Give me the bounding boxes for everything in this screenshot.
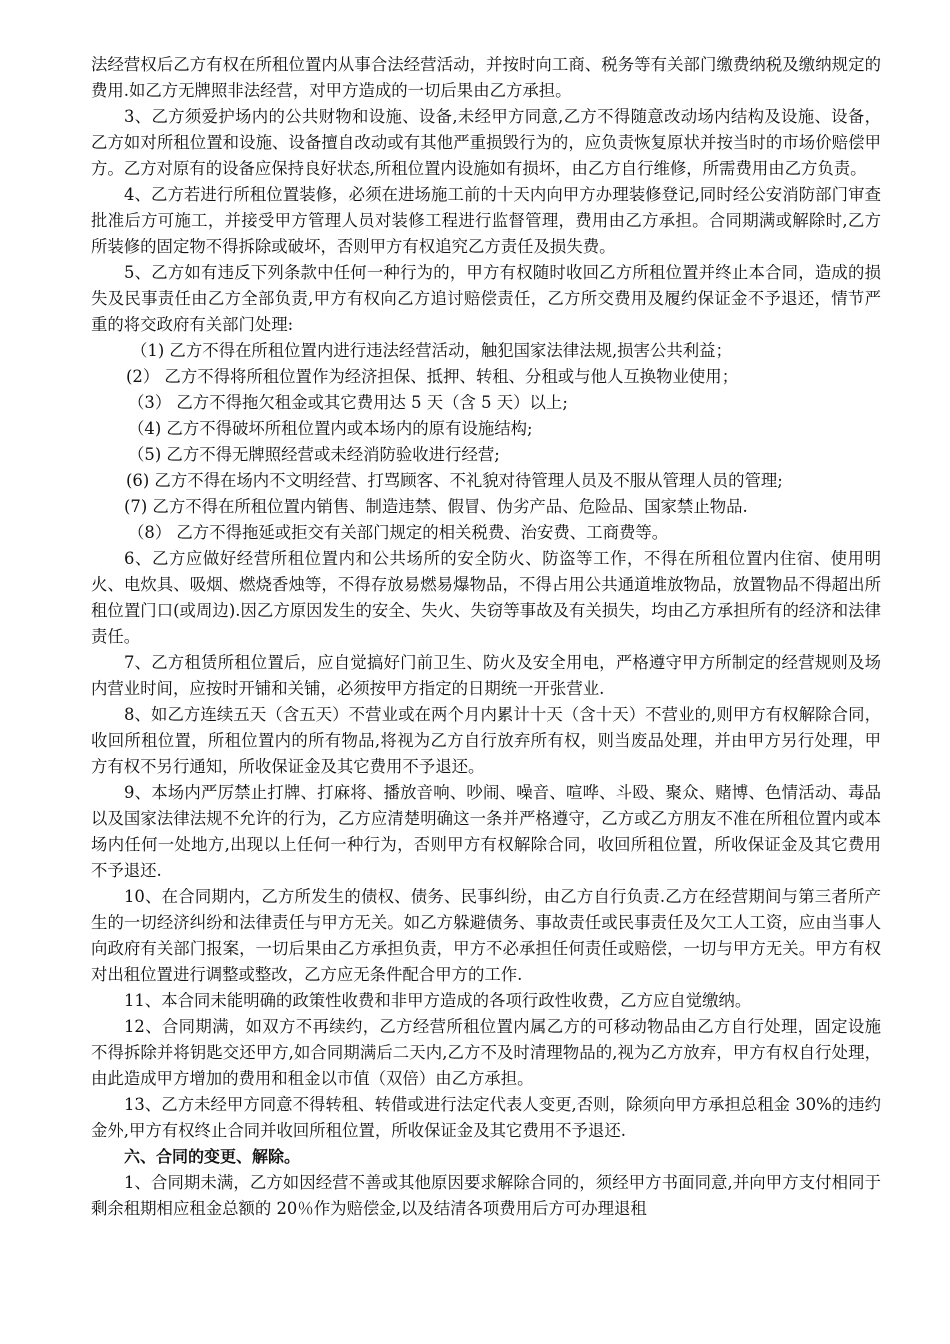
clause-12: 12、合同期满，如双方不再续约，乙方经营所租位置内属乙方的可移动物品由乙方自行处理，固定设施不得拆除并将钥匙交还甲方,如合同期满后二天内,乙方不及时清理物品的,视为乙方放弃，甲方有权自行处理，由此造成甲方增加的费用和租金以市值（双倍）由乙方承担。 <box>91 1017 881 1088</box>
clause-4: 4、乙方若进行所租位置装修，必须在进场施工前的十天内向甲方办理装修登记,同时经公安消防部门审查批准后方可施工，并接受甲方管理人员对装修工程进行监督管理，费用由乙方承担。合同期满或解除时,乙方所装修的固定物不得拆除或破坏，否则甲方有权追究乙方责任及损失费。 <box>91 185 881 256</box>
sub-item-6: (6) 乙方不得在场内不文明经营、打骂顾客、不礼貌对待管理人员及不服从管理人员的管理; <box>126 471 783 490</box>
clause-5: 5、乙方如有违反下列条款中任何一种行为的，甲方有权随时收回乙方所租位置并终止本合同，造成的损失及民事责任由乙方全部负责,甲方有权向乙方追讨赔偿责任，乙方所交费用及履约保证金不予退还，情节严重的将交政府有关部门处理: <box>91 263 881 334</box>
sub-item-2: (2） 乙方不得将所租位置作为经济担保、抵押、转租、分租或与他人互换物业使用； <box>126 367 739 386</box>
document-body <box>91 52 881 1222</box>
sub-item-5: （5) 乙方不得无牌照经营或未经消防验收进行经营; <box>128 445 500 464</box>
paragraph: 法经营权后乙方有权在所租位置内从事合法经营活动，并按时向工商、税务等有关部门缴费纳税及缴纳规定的费用.如乙方无牌照非法经营，对甲方造成的一切后果由乙方承担。 <box>91 55 881 100</box>
sub-item-3: （3） 乙方不得拖欠租金或其它费用达 5 天（含 5 天）以上; <box>128 393 568 412</box>
sub-item-1: （1) 乙方不得在所租位置内进行违法经营活动，触犯国家法律法规,损害公共利益； <box>131 341 732 360</box>
clause-10: 10、在合同期内，乙方所发生的债权、债务、民事纠纷，由乙方自行负责.乙方在经营期间与第三者所产生的一切经济纠纷和法律责任与甲方无关。如乙方躲避债务、事故责任或民事责任及欠工人工资，应由当事人向政府有关部门报案，一切后果由乙方承担负责，甲方不必承担任何责任或赔偿，一切与甲方无关。甲方有权对出租位置进行调整或整改，乙方应无条件配合甲方的工作. <box>91 887 881 984</box>
clause-13: 13、乙方未经甲方同意不得转租、转借或进行法定代表人变更,否则，除须向甲方承担总租金 30%的违约金外,甲方有权终止合同并收回所租位置，所收保证金及其它费用不予退还. <box>91 1095 881 1140</box>
section-6-clause-1: 1、合同期未满，乙方如因经营不善或其他原因要求解除合同的，须经甲方书面同意,并向甲方支付相同于剩余租期相应租金总额的 20％作为赔偿金,以及结清各项费用后方可办理退租 <box>91 1173 881 1218</box>
section-heading: 六、合同的变更、解除。 <box>124 1147 301 1166</box>
clause-7: 7、乙方租赁所租位置后，应自觉搞好门前卫生、防火及安全用电，严格遵守甲方所制定的经营规则及场内营业时间，应按时开铺和关铺，必须按甲方指定的日期统一开张营业. <box>91 653 881 698</box>
clause-6: 6、乙方应做好经营所租位置内和公共场所的安全防火、防盗等工作，不得在所租位置内住宿、使用明火、电炊具、吸烟、燃烧香烛等，不得存放易燃易爆物品，不得占用公共通道堆放物品，放置物品不得超出所租位置门口(或周边).因乙方原因发生的安全、失火、失窃等事故及有关损失，均由乙方承担所有的经济和法律责任。 <box>91 549 881 646</box>
clause-8: 8、如乙方连续五天（含五天）不营业或在两个月内累计十天（含十天）不营业的,则甲方有权解除合同，收回所租位置，所租位置内的所有物品,将视为乙方自行放弃所有权，则当废品处理，并由甲方另行处理，甲方有权不另行通知，所收保证金及其它费用不予退还。 <box>91 705 881 776</box>
clause-11: 11、本合同未能明确的政策性收费和非甲方造成的各项行政性收费，乙方应自觉缴纳。 <box>124 991 752 1010</box>
sub-item-8: （8） 乙方不得拖延或拒交有关部门规定的相关税费、治安费、工商费等。 <box>128 523 669 542</box>
clause-3: 3、乙方须爱护场内的公共财物和设施、设备,未经甲方同意,乙方不得随意改动场内结构及设施、设备，乙方如对所租位置和设施、设备擅自改动或有其他严重损毁行为的，应负责恢复原状并按当时的市场价赔偿甲方。乙方对原有的设备应保持良好状态,所租位置内设施如有损坏，由乙方自行维修，所需费用由乙方负责。 <box>91 107 881 178</box>
clause-9: 9、本场内严厉禁止打牌、打麻将、播放音响、吵闹、噪音、喧哗、斗殴、聚众、赌博、色情活动、毒品以及国家法律法规不允许的行为，乙方应清楚明确这一条并严格遵守，乙方或乙方朋友不准在所租位置内或本场内任何一处地方,出现以上任何一种行为，否则甲方有权解除合同，收回所租位置，所收保证金及其它费用不予退还. <box>91 783 881 880</box>
sub-item-7: (7) 乙方不得在所租位置内销售、制造违禁、假冒、伪劣产品、危险品、国家禁止物品. <box>124 497 748 516</box>
sub-item-4: （4) 乙方不得破坏所租位置内或本场内的原有设施结构; <box>128 419 533 438</box>
